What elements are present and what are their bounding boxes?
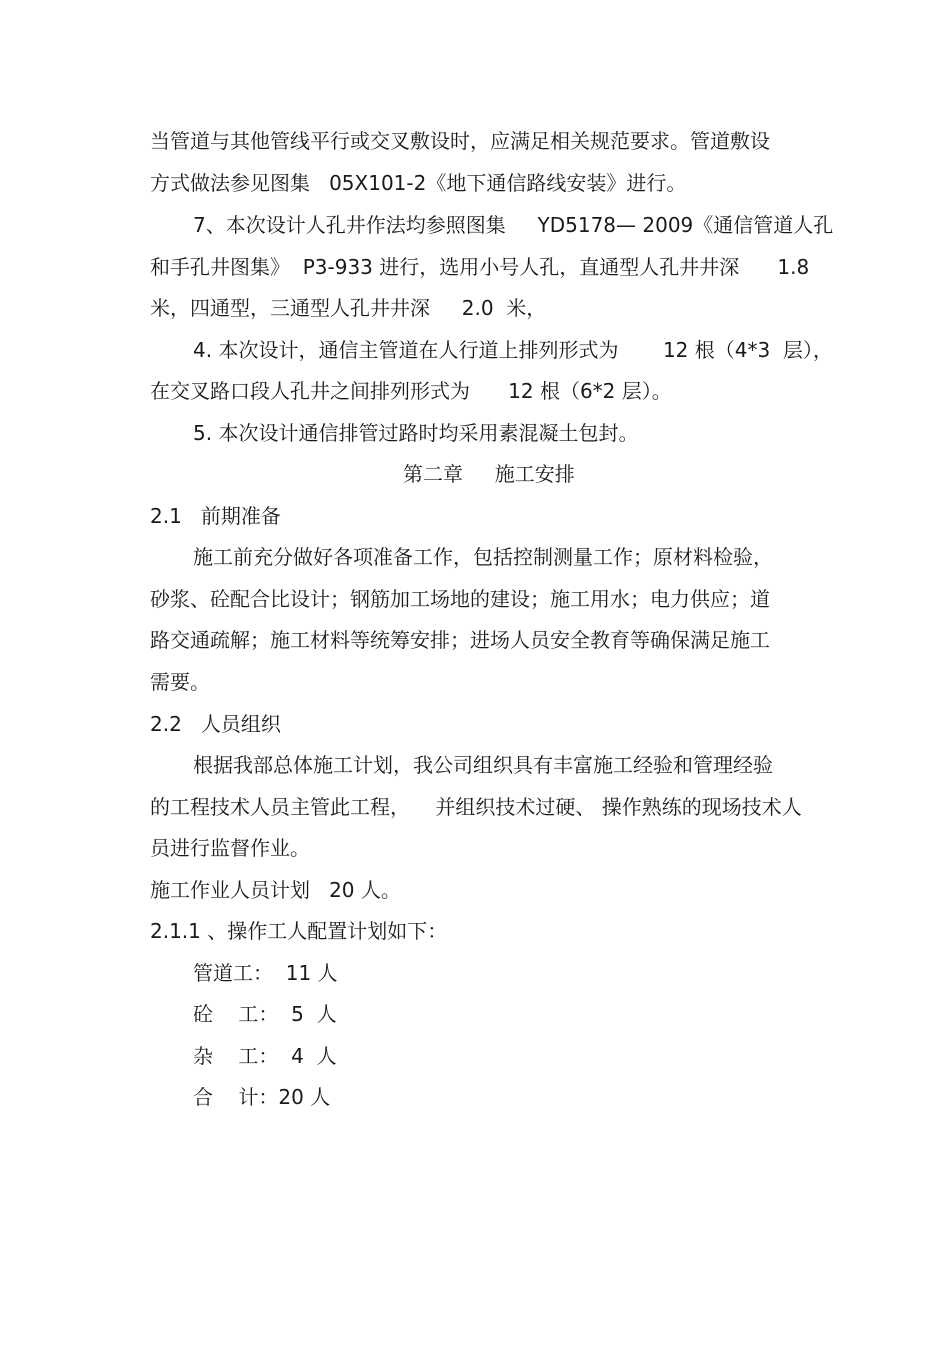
worker-item-concrete: 砼 工： 5 人 bbox=[193, 1002, 337, 1026]
text-line: 7、本次设计人孔井作法均参照图集 YD5178— 2009《通信管道人孔 bbox=[193, 213, 834, 237]
paragraph-line: 员进行监督作业。 bbox=[150, 836, 310, 860]
chapter-title: 第二章 施工安排 bbox=[403, 462, 575, 486]
text-line: 方式做法参见图集 05X101-2《地下通信路线安装》进行。 bbox=[150, 171, 687, 195]
text-line: 当管道与其他管线平行或交叉敷设时，应满足相关规范要求。管道敷设 bbox=[150, 129, 770, 153]
text-line: 和手孔井图集》 P3-933 进行，选用小号人孔，直通型人孔井井深 1.8 bbox=[150, 255, 810, 279]
paragraph-line: 根据我部总体施工计划，我公司组织具有丰富施工经验和管理经验 bbox=[193, 753, 773, 777]
paragraph-line: 施工前充分做好各项准备工作，包括控制测量工作；原材料检验， bbox=[193, 545, 773, 569]
subsection-heading-2-1-1: 2.1.1 、操作工人配置计划如下： bbox=[150, 919, 448, 943]
worker-item-pipe: 管道工： 11 人 bbox=[193, 961, 338, 985]
paragraph-line: 路交通疏解；施工材料等统筹安排；进场人员安全教育等确保满足施工 bbox=[150, 628, 770, 652]
worker-item-misc: 杂 工： 4 人 bbox=[193, 1044, 337, 1068]
worker-item-total: 合 计：20 人 bbox=[193, 1085, 331, 1109]
section-heading-2-2: 2.2 人员组织 bbox=[150, 712, 281, 736]
staff-plan: 施工作业人员计划 20 人。 bbox=[150, 878, 401, 902]
text-line: 4. 本次设计，通信主管道在人行道上排列形式为 12 根（4*3 层）， bbox=[193, 338, 833, 362]
text-line: 米，四通型，三通型人孔井井深 2.0 米， bbox=[150, 296, 547, 320]
paragraph-line: 的工程技术人员主管此工程， 并组织技术过硬、 操作熟练的现场技术人 bbox=[150, 795, 802, 819]
text-line: 在交叉路口段人孔井之间排列形式为 12 根（6*2 层）。 bbox=[150, 379, 672, 403]
paragraph-line: 砂浆、砼配合比设计；钢筋加工场地的建设；施工用水；电力供应；道 bbox=[150, 587, 770, 611]
text-line: 5. 本次设计通信排管过路时均采用素混凝土包封。 bbox=[193, 421, 639, 445]
paragraph-line: 需要。 bbox=[150, 670, 210, 694]
section-heading-2-1: 2.1 前期准备 bbox=[150, 504, 281, 528]
